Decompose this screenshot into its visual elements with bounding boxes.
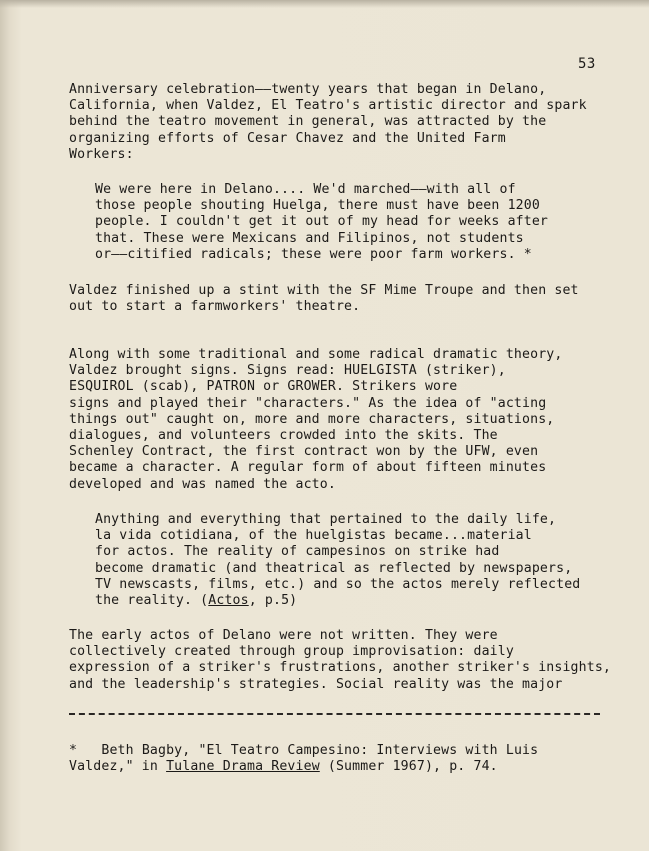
text-line: Valdez brought signs. Signs read: HUELGISTA (striker), bbox=[69, 363, 506, 379]
text-line: Schenley Contract, the first contract won by the UFW, even bbox=[69, 444, 539, 460]
quote-line: We were here in Delano.... We'd marched——with all of bbox=[95, 182, 516, 197]
footnote-separator bbox=[69, 713, 600, 715]
text-line: Workers: bbox=[69, 146, 134, 162]
page-top-shadow bbox=[0, 0, 649, 8]
quote-line: become dramatic (and theatrical as reflected by newspapers, bbox=[95, 560, 573, 576]
text-line: developed and was named the acto. bbox=[69, 476, 336, 492]
journal-title: Tulane Drama Review bbox=[166, 759, 320, 775]
quote-line: Anything and everything that pertained to the daily life, bbox=[95, 512, 557, 527]
paragraph-signs bbox=[69, 347, 562, 493]
footnote-line-1 bbox=[69, 743, 538, 759]
text-line: organizing efforts of Cesar Chavez and the United Farm bbox=[69, 130, 506, 146]
quote-line: that. These were Mexicans and Filipinos, not students bbox=[95, 230, 524, 246]
text-line: expression of a striker's frustrations, another striker's insights, bbox=[69, 660, 611, 676]
page-number: 53 bbox=[578, 56, 596, 72]
quote-last-text: the reality. ( bbox=[95, 593, 209, 609]
paragraph-mime-troupe bbox=[69, 283, 579, 315]
paragraph-anniversary bbox=[69, 82, 587, 163]
text-line: The early actos of Delano were not written. They were bbox=[69, 628, 498, 643]
text-line: and the leadership's strategies. Social reality was the major bbox=[69, 676, 563, 692]
quote-line: people. I couldn't get it out of my head for weeks after bbox=[95, 214, 549, 230]
footnote bbox=[69, 743, 538, 775]
text-line: Valdez finished up a stint with the SF Mime Troupe and then set bbox=[69, 283, 579, 298]
text-line: became a character. A regular form of about fifteen minutes bbox=[69, 460, 547, 476]
citation-page: , p.5) bbox=[248, 593, 298, 609]
footnote-text: Beth Bagby, "El Teatro Campesino: Interviews with Luis bbox=[101, 743, 539, 758]
footnote-marker: * bbox=[69, 743, 78, 758]
text-line: dialogues, and volunteers crowded into the skits. The bbox=[69, 428, 498, 444]
block-quote-actos bbox=[95, 512, 580, 609]
text-line: things out" caught on, more and more characters, situations, bbox=[69, 411, 555, 427]
text-line: ESQUIROL (scab), PATRON or GROWER. Strikers wore bbox=[69, 379, 458, 395]
block-quote-delano bbox=[95, 182, 548, 263]
quote-line: la vida cotidiana, of the huelgistas became...material bbox=[95, 528, 532, 544]
text-line: California, when Valdez, El Teatro's artistic director and spark bbox=[69, 98, 587, 114]
text-line: Anniversary celebration——twenty years that began in Delano, bbox=[69, 82, 547, 97]
text-line: out to start a farmworkers' theatre. bbox=[69, 299, 361, 315]
text-line: collectively created through group improvisation: daily bbox=[69, 644, 514, 660]
footnote-date: (Summer 1967), p. 74. bbox=[319, 759, 498, 775]
footnote-text-2: Valdez," in bbox=[69, 759, 167, 775]
quote-line: for actos. The reality of campesinos on strike had bbox=[95, 544, 500, 560]
text-line: behind the teatro movement in general, was attracted by the bbox=[69, 114, 547, 130]
quote-line: or——citified radicals; these were poor farm workers. * bbox=[95, 246, 532, 262]
quote-line: those people shouting Huelga, there must have been 1200 bbox=[95, 198, 540, 214]
citation-title: Actos bbox=[208, 593, 249, 609]
footnote-line-2 bbox=[69, 759, 538, 775]
text-line: Along with some traditional and some radical dramatic theory, bbox=[69, 347, 563, 362]
quote-line: TV newscasts, films, etc.) and so the actos merely reflected bbox=[95, 576, 581, 592]
footnote-gap bbox=[77, 743, 101, 758]
text-line: signs and played their "characters." As the idea of "acting bbox=[69, 395, 547, 411]
quote-last-line bbox=[95, 593, 580, 609]
paragraph-early-actos bbox=[69, 628, 611, 693]
